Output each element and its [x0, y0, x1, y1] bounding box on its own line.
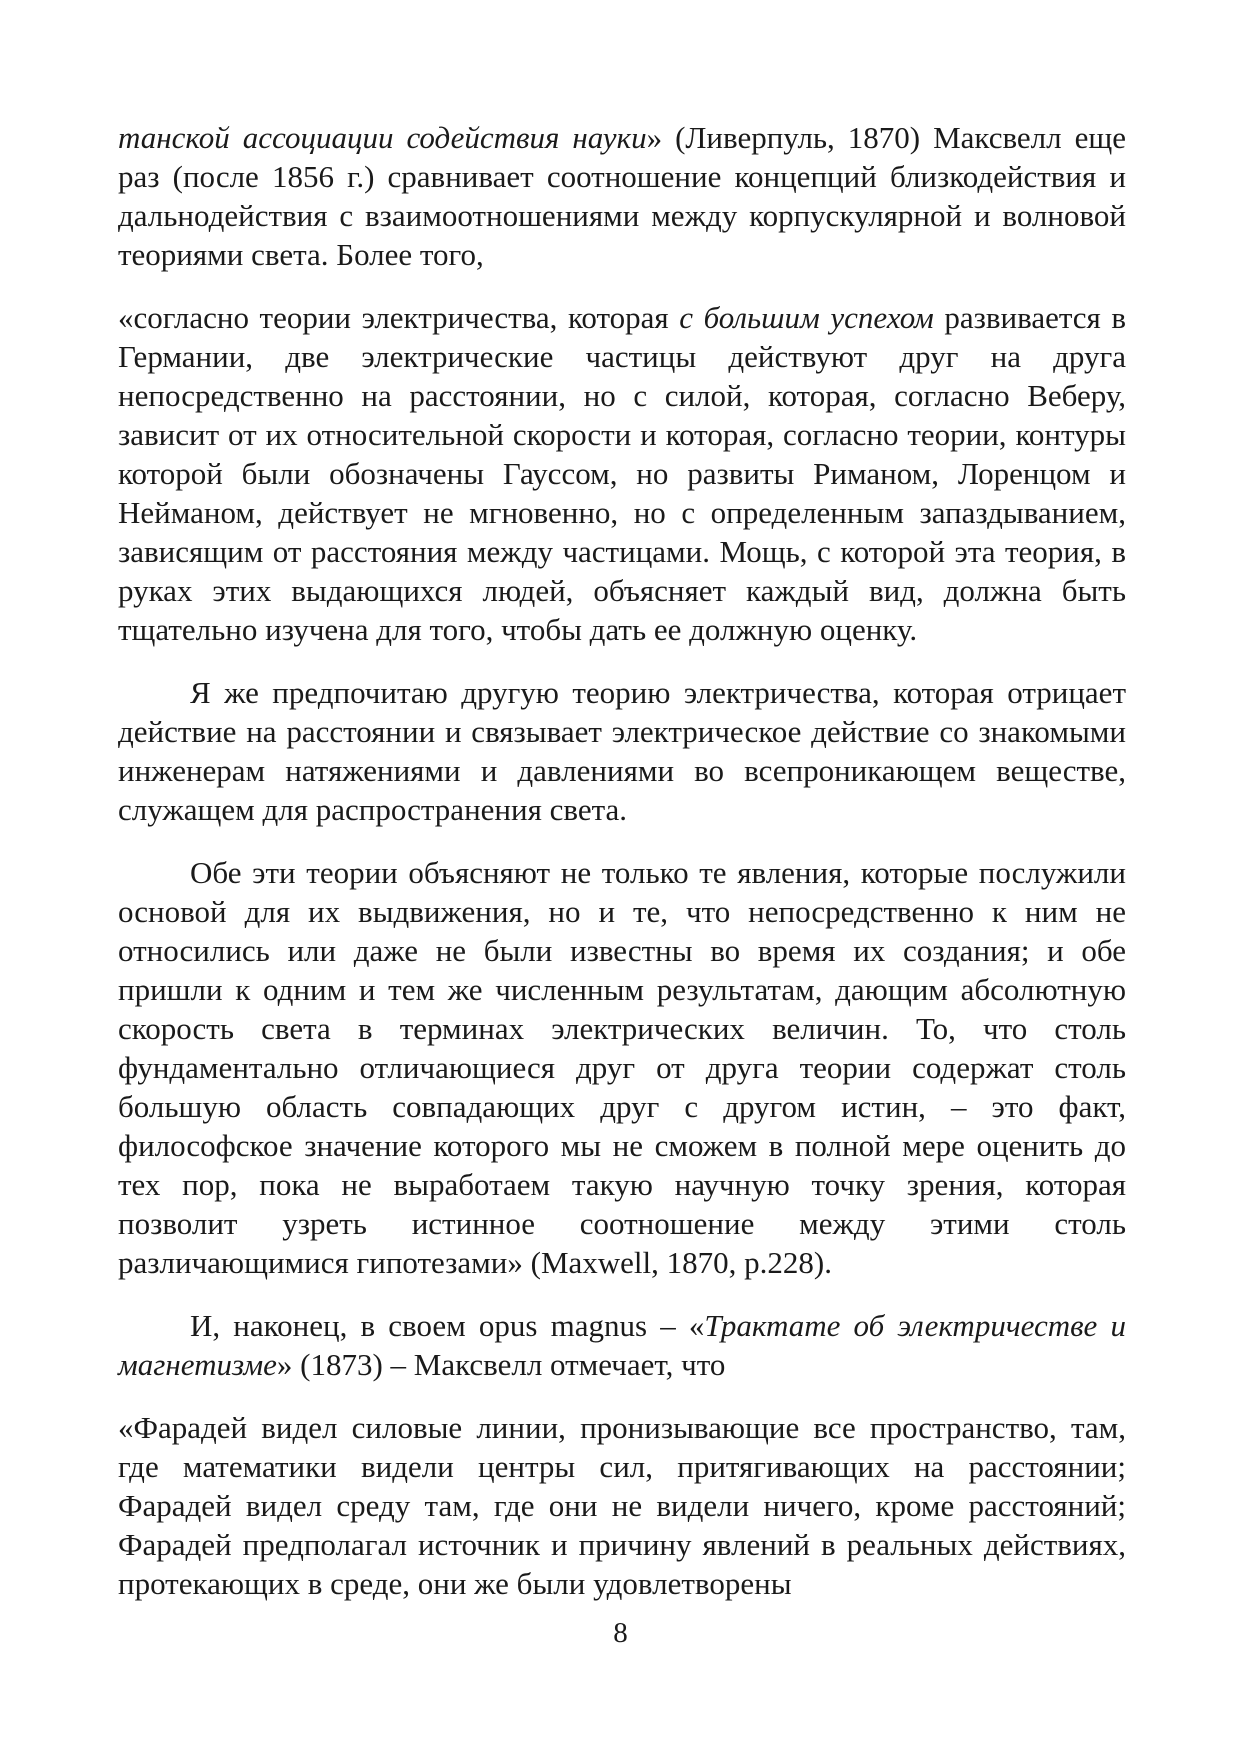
- paragraph-treatise: [118, 1306, 1126, 1384]
- quote-1-italic: с большим успехом: [679, 300, 934, 335]
- quote-paragraph-3: Обе эти теории объясняют не только те явления, которые послужили основой для их выдвижения, но и те, что непосредственно к ним не относились или даже не были известны во время их создания; и обе пришли к одним и тем же численным результатам, дающим абсолютную скорость света в терминах электрических величин. То, что столь фундаментально отличающиеся друг от друга теории содержат столь большую область совпадающих друг с другом истин, – это факт, философское значение которого мы не сможем в полной мере оценить до тех пор, пока не выработаем такую научную точку зрения, которая позволит узреть истинное соотношение между этими столь различающимися гипотезами» (Maxwell, 1870, p.228).: [118, 855, 1126, 1280]
- treatise-text-after: » (1873) – Максвелл отмечает, что: [276, 1347, 726, 1382]
- paragraph-1: [118, 118, 1126, 274]
- treatise-title: Трактате об электричестве и магнетизме: [118, 1308, 1126, 1382]
- paragraph-1-text: » (Ливерпуль, 1870) Максвелл еще раз (после 1856 г.) сравнивает соотношение концепций близкодействия и дальнодействия с взаимоотношениями между корпускулярной и волновой теориями света. Более того,: [118, 120, 1126, 272]
- quote-1-text-after: развивается в Германии, две электрические частицы действуют друг на друга непосредственно на расстоянии, но с силой, которая, согласно Веберу, зависит от их относительной скорости и которая, согласно теории, контуры которой были обозначены Гауссом, но развиты Риманом, Лоренцом и Нейманом, действует не мгновенно, но с определенным запаздыванием, зависящим от расстояния между частицами. Мощь, с которой эта теория, в руках этих выдающихся людей, объясняет каждый вид, должна быть тщательно изучена для того, чтобы дать ее должную оценку.: [118, 300, 1126, 647]
- quote-1-text-before: «согласно теории электричества, которая: [118, 300, 680, 335]
- page-body: [118, 118, 1126, 1627]
- page-number: 8: [613, 1617, 628, 1649]
- quote-paragraph-faraday: «Фарадей видел силовые линии, пронизывающие все пространство, там, где математики видели центры сил, притягивающих на расстоянии; Фарадей видел среду там, где они не видели ничего, кроме расстояний; Фарадей предполагал источник и причину явлений в реальных действиях, протекающих в среде, они же были удовлетворены: [118, 1410, 1126, 1601]
- treatise-text-before: И, наконец, в своем opus magnus – «: [190, 1308, 705, 1343]
- quote-paragraph-2: Я же предпочитаю другую теорию электричества, которая отрицает действие на расстоянии и связывает электрическое действие со знакомыми инженерам натяжениями и давлениями во всепроникающем веществе, служащем для распространения света.: [118, 675, 1126, 827]
- italic-society-name: танской ассоциации содействия науки: [118, 120, 647, 155]
- quote-paragraph-1: [118, 298, 1126, 649]
